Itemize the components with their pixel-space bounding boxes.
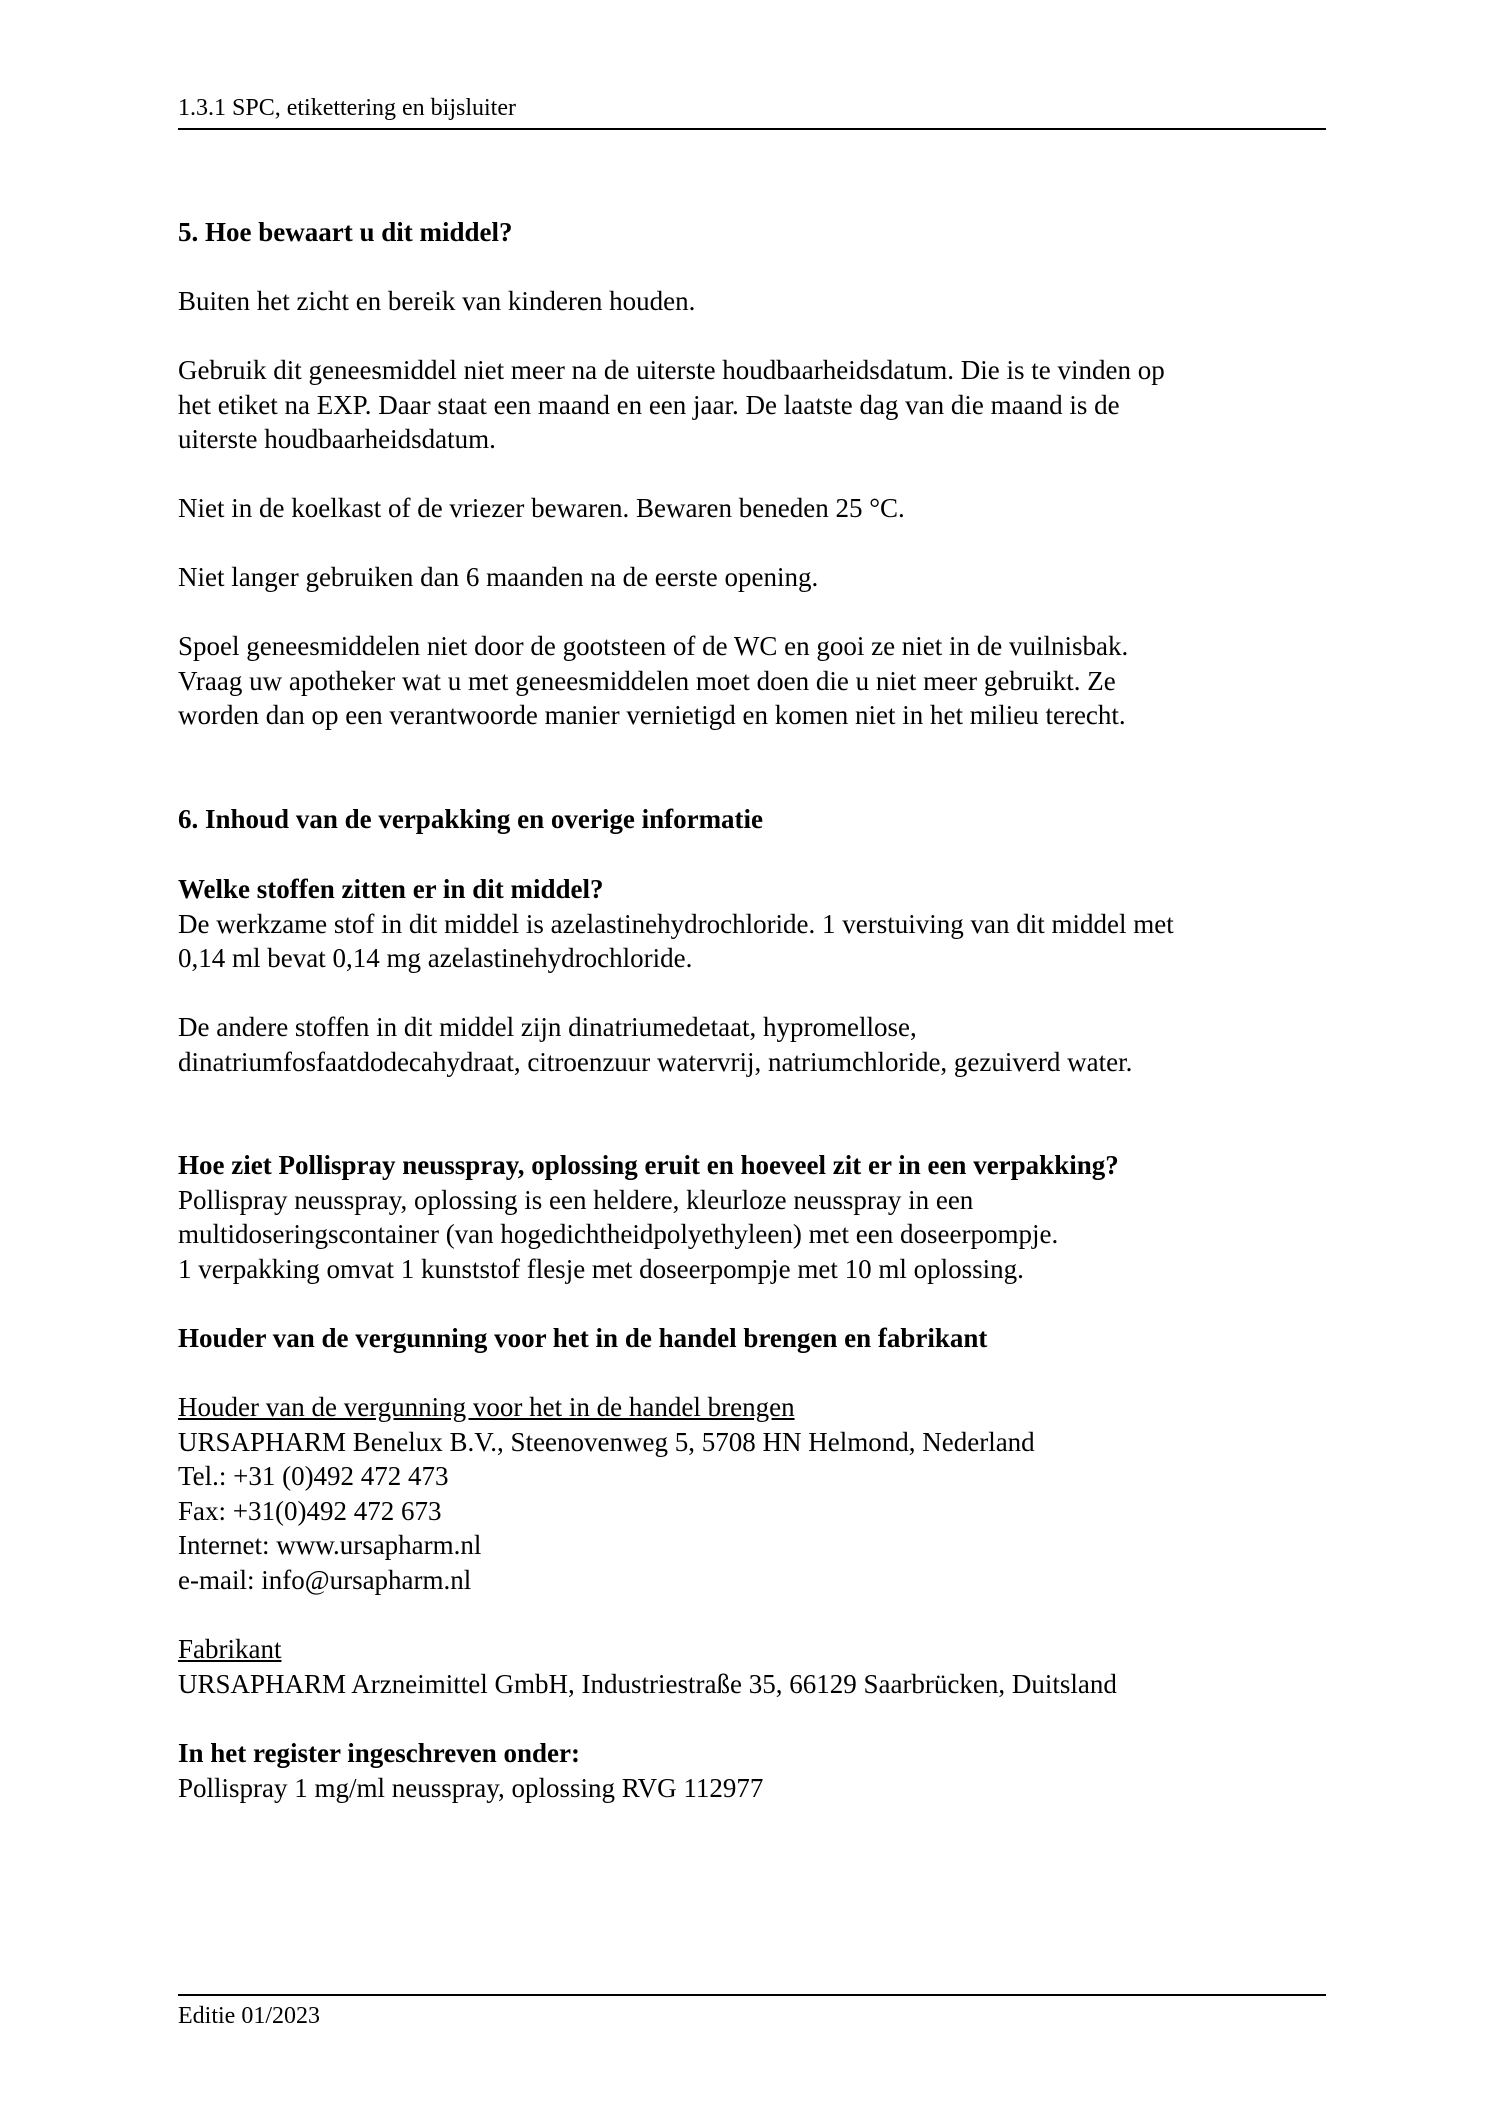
- appearance-block: [178, 1148, 1326, 1286]
- manufacturer-subheading: Fabrikant: [178, 1634, 282, 1664]
- page-footer: Editie 01/2023: [178, 1994, 1326, 2036]
- holder-subheading: Houder van de vergunning voor het in de handel brengen: [178, 1392, 795, 1422]
- manufacturer-block: [178, 1632, 1326, 1701]
- holder-heading: Houder van de vergunning voor het in de handel brengen en fabrikant: [178, 1323, 988, 1353]
- ingredients-heading: Welke stoffen zitten er in dit middel?: [178, 874, 604, 904]
- section-5-paragraph-5: Spoel geneesmiddelen niet door de gootsteen of de WC en gooi ze niet in de vuilnisbak. Vraag uw apotheker wat u met geneesmiddelen moet doen die u niet meer gebruikt. Ze worden dan op een verantwoorde manier vernietigd en komen niet in het milieu terecht.: [178, 631, 1129, 730]
- page-header: 1.3.1 SPC, etikettering en bijsluiter: [178, 88, 1326, 130]
- other-ingredients: De andere stoffen in dit middel zijn dinatriumedetaat, hypromellose, dinatriumfosfaatdodecahydraat, citroenzuur watervrij, natriumchloride, gezuiverd water.: [178, 1012, 1133, 1077]
- manufacturer-address: URSAPHARM Arzneimittel GmbH, Industriestraße 35, 66129 Saarbrücken, Duitsland: [178, 1668, 1117, 1699]
- holder-email: e-mail: info@ursapharm.nl: [178, 1564, 472, 1595]
- section-5-paragraph-2: Gebruik dit geneesmiddel niet meer na de uiterste houdbaarheidsdatum. Die is te vinden op het etiket na EXP. Daar staat een maand en een jaar. De laatste dag van die maand is de uiterste houdbaarheidsdatum.: [178, 355, 1165, 454]
- ingredients-line: De werkzame stof in dit middel is azelastinehydrochloride. 1 verstuiving van dit middel met: [178, 908, 1174, 939]
- register-number: Pollispray 1 mg/ml neusspray, oplossing RVG 112977: [178, 1772, 764, 1803]
- section-5-heading: 5. Hoe bewaart u dit middel?: [178, 217, 513, 247]
- section-5-paragraph-1: Buiten het zicht en bereik van kinderen houden.: [178, 286, 696, 316]
- appearance-line: 1 verpakking omvat 1 kunststof flesje met doseerpompje met 10 ml oplossing.: [178, 1253, 1024, 1284]
- ingredients-block: [178, 872, 1326, 976]
- register-block: [178, 1736, 1326, 1805]
- register-heading: In het register ingeschreven onder:: [178, 1738, 580, 1768]
- holder-phone: Tel.: +31 (0)492 472 473: [178, 1461, 449, 1491]
- holder-address: URSAPHARM Benelux B.V., Steenovenweg 5, 5708 HN Helmond, Nederland: [178, 1426, 1035, 1457]
- appearance-heading: Hoe ziet Pollispray neusspray, oplossing eruit en hoeveel zit er in een verpakking?: [178, 1150, 1119, 1180]
- section-6-heading: 6. Inhoud van de verpakking en overige informatie: [178, 804, 764, 834]
- section-5-paragraph-4: Niet langer gebruiken dan 6 maanden na de eerste opening.: [178, 562, 819, 592]
- appearance-line: multidoseringscontainer (van hogedichtheidpolyethyleen) met een doseerpompje.: [178, 1219, 1059, 1249]
- ingredients-line: 0,14 ml bevat 0,14 mg azelastinehydrochloride.: [178, 943, 693, 973]
- appearance-line: Pollispray neusspray, oplossing is een heldere, kleurloze neusspray in een: [178, 1184, 974, 1215]
- holder-block: [178, 1390, 1326, 1597]
- section-5-paragraph-3: Niet in de koelkast of de vriezer bewaren. Bewaren beneden 25 °C.: [178, 493, 905, 523]
- holder-website: Internet: www.ursapharm.nl: [178, 1530, 482, 1560]
- holder-fax: Fax: +31(0)492 472 673: [178, 1495, 442, 1526]
